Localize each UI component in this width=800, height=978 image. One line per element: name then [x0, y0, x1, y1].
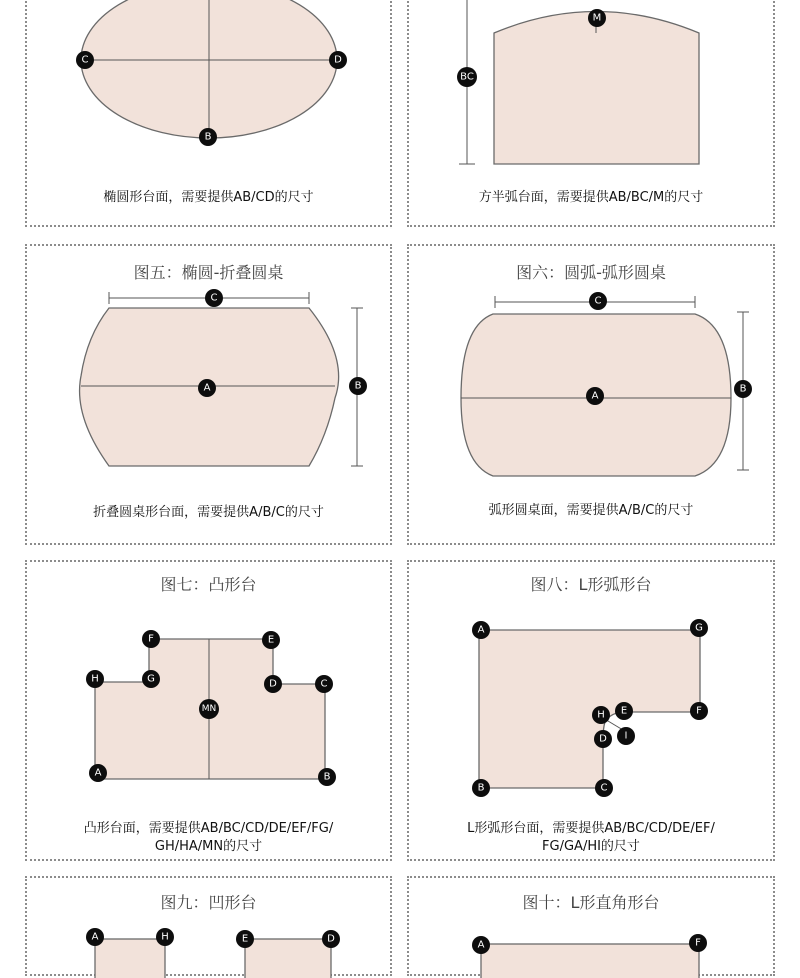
marker-a: [198, 379, 216, 397]
svg-text:D: D: [599, 733, 607, 745]
caption-line: 折叠圆桌形台面，需要提供A/B/C的尺寸: [93, 505, 324, 520]
panel-caption: [27, 189, 390, 207]
svg-text:D: D: [327, 933, 335, 945]
half-arc-shape: [494, 12, 699, 165]
concave-left-block: [95, 939, 165, 978]
panel-title: 图七：凸形台: [160, 575, 257, 594]
marker-b: [199, 128, 217, 146]
caption-line: 弧形圆桌面，需要提供A/B/C的尺寸: [488, 503, 694, 518]
marker-f: [690, 702, 708, 720]
svg-text:C: C: [210, 292, 218, 304]
svg-text:C: C: [320, 678, 328, 690]
marker-m: [588, 9, 606, 27]
l-right-angle-diagram: [409, 878, 777, 978]
svg-text:B: B: [354, 380, 362, 392]
marker-a: [86, 928, 104, 946]
marker-g: [142, 670, 160, 688]
marker-mn: [199, 699, 219, 719]
svg-text:H: H: [91, 673, 99, 685]
svg-text:D: D: [269, 678, 277, 690]
l-right-angle-shape: [481, 944, 699, 978]
caption-line: GH/HA/MN的尺寸: [154, 839, 263, 854]
svg-text:A: A: [94, 767, 102, 779]
marker-g: [690, 619, 708, 637]
panel-concave-table: [25, 876, 392, 976]
marker-a: [472, 621, 490, 639]
svg-text:G: G: [147, 673, 155, 685]
marker-e: [236, 930, 254, 948]
marker-b: [472, 779, 490, 797]
folding-table-diagram: [27, 246, 394, 547]
marker-a: [89, 764, 107, 782]
marker-b: [318, 768, 336, 786]
marker-a: [472, 936, 490, 954]
panel-caption: [27, 504, 390, 522]
marker-d: [329, 51, 347, 69]
caption-line: 椭圆形台面，需要提供AB/CD的尺寸: [103, 190, 314, 205]
marker-b: [349, 377, 367, 395]
concave-right-block: [245, 939, 331, 978]
marker-h: [592, 706, 610, 724]
svg-text:B: B: [204, 131, 212, 143]
panel-folding-round-table: [25, 244, 392, 545]
caption-line: 方半弧台面，需要提供AB/BC/M的尺寸: [478, 190, 704, 205]
marker-c: [589, 292, 607, 310]
l-arc-table-shape: [479, 630, 700, 788]
panel-title: 图八：L形弧形台: [530, 575, 652, 594]
panel-title: 图六：圆弧-弧形圆桌: [516, 263, 666, 282]
marker-c: [595, 779, 613, 797]
marker-a: [586, 387, 604, 405]
l-arc-table-diagram: [409, 562, 777, 863]
marker-c: [205, 289, 223, 307]
svg-text:E: E: [267, 634, 275, 646]
marker-b: [734, 380, 752, 398]
convex-table-diagram: [27, 562, 394, 863]
panel-half-arc-top: [407, 0, 775, 227]
svg-text:A: A: [477, 939, 485, 951]
svg-text:H: H: [161, 931, 169, 943]
marker-e: [262, 631, 280, 649]
marker-f: [142, 630, 160, 648]
svg-text:A: A: [591, 390, 599, 402]
svg-text:C: C: [600, 782, 608, 794]
svg-text:F: F: [148, 633, 154, 645]
panel-caption: [409, 502, 773, 520]
panel-l-arc-table: [407, 560, 775, 861]
caption-line: 凸形台面，需要提供AB/BC/CD/DE/EF/FG/: [83, 821, 334, 836]
svg-text:C: C: [594, 295, 602, 307]
svg-text:A: A: [203, 382, 211, 394]
marker-e: [615, 702, 633, 720]
panel-caption: [409, 189, 773, 207]
svg-text:B: B: [323, 771, 331, 783]
svg-text:M: M: [592, 12, 602, 24]
svg-text:E: E: [620, 705, 628, 717]
svg-text:B: B: [739, 383, 747, 395]
svg-text:F: F: [696, 705, 702, 717]
svg-text:C: C: [81, 54, 89, 66]
marker-h: [156, 928, 174, 946]
caption-line: FG/GA/HI的尺寸: [542, 839, 640, 854]
svg-text:I: I: [624, 730, 628, 742]
marker-d: [264, 675, 282, 693]
svg-text:E: E: [241, 933, 249, 945]
svg-text:F: F: [695, 937, 701, 949]
panel-title: 图九：凹形台: [160, 893, 257, 912]
panel-l-right-angle-table: [407, 876, 775, 976]
svg-text:BC: BC: [460, 71, 474, 83]
svg-text:D: D: [334, 54, 342, 66]
marker-h: [86, 670, 104, 688]
panel-title: 图十：L形直角形台: [522, 893, 660, 912]
marker-d: [594, 730, 612, 748]
panel-ellipse-top: [25, 0, 392, 227]
svg-text:A: A: [477, 624, 485, 636]
svg-text:A: A: [91, 931, 99, 943]
marker-d: [322, 930, 340, 948]
svg-text:MN: MN: [201, 704, 217, 714]
concave-table-diagram: [27, 878, 394, 978]
svg-text:B: B: [477, 782, 485, 794]
panel-arc-round-table: [407, 244, 775, 545]
panel-caption: [409, 820, 773, 856]
caption-line: L形弧形台面，需要提供AB/BC/CD/DE/EF/: [467, 821, 715, 836]
marker-f: [689, 934, 707, 952]
marker-bc: [457, 67, 477, 87]
svg-text:H: H: [597, 709, 605, 721]
marker-c: [315, 675, 333, 693]
panel-convex-table: [25, 560, 392, 861]
panel-title: 图五：椭圆-折叠圆桌: [133, 263, 284, 282]
panel-caption: [27, 820, 390, 856]
svg-text:G: G: [695, 622, 703, 634]
marker-c: [76, 51, 94, 69]
marker-i: [617, 727, 635, 745]
